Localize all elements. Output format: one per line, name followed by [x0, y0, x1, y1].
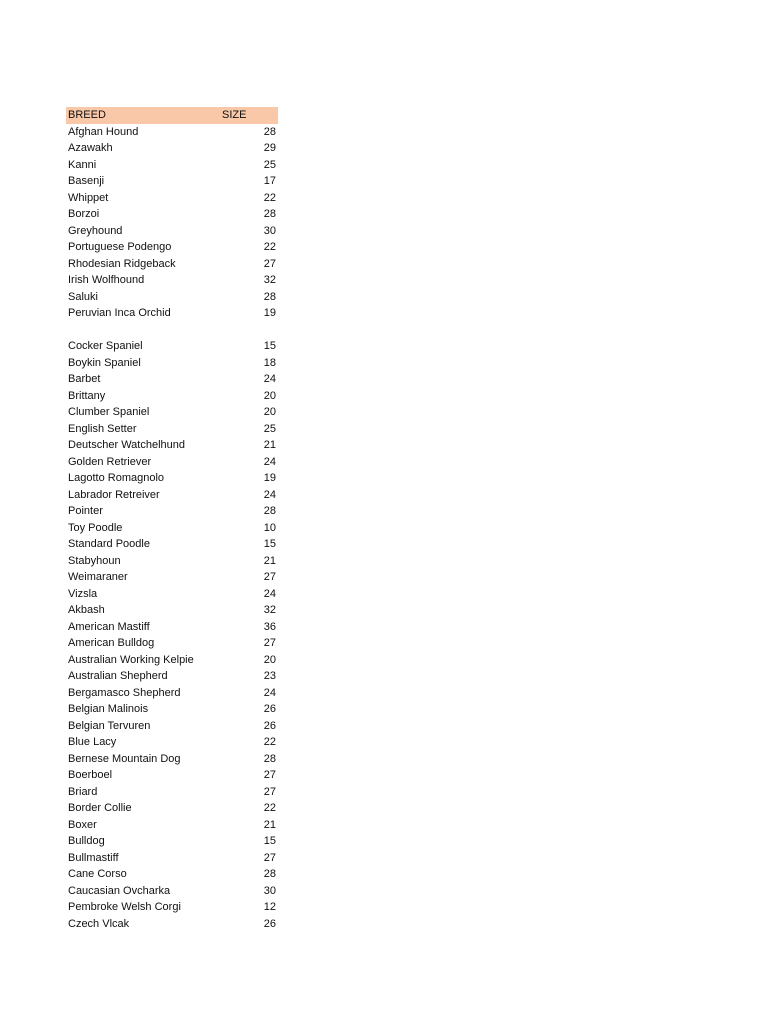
size-cell: 17: [263, 175, 276, 187]
size-cell: 28: [263, 125, 276, 138]
table-row: [66, 272, 278, 289]
table-row: [66, 223, 278, 240]
table-row: [66, 718, 278, 735]
table-row: [66, 454, 278, 471]
breed-cell: Akbash: [68, 604, 105, 616]
table-row: [66, 404, 278, 421]
size-cell: 28: [263, 505, 276, 517]
table-row: [66, 470, 278, 487]
table-row: [66, 883, 278, 900]
breed-cell: Portuguese Podengo: [68, 241, 172, 253]
breed-cell: Bullmastiff: [68, 851, 119, 864]
size-cell: 23: [263, 670, 276, 682]
blank-row: [66, 322, 278, 339]
size-cell: 24: [263, 455, 276, 468]
breed-size-table: [66, 107, 278, 932]
table-row: [66, 421, 278, 438]
table-row: [66, 289, 278, 306]
breed-cell: Border Collie: [68, 802, 132, 814]
breed-cell: Boxer: [68, 818, 97, 831]
table-row: [66, 190, 278, 207]
size-cell: 26: [263, 917, 276, 930]
breed-cell: Saluki: [68, 290, 98, 303]
size-cell: 29: [263, 142, 276, 154]
breed-cell: Vizsla: [68, 587, 98, 600]
breed-cell: Toy Poodle: [68, 521, 123, 534]
breed-cell: Azawakh: [68, 142, 113, 154]
table-row: [66, 140, 278, 157]
size-cell: 26: [263, 719, 276, 732]
breed-group-2: [66, 338, 278, 932]
breed-cell: Australian Working Kelpie: [68, 653, 194, 666]
breed-cell: American Mastiff: [68, 620, 150, 633]
breed-cell: Golden Retriever: [68, 455, 152, 468]
table-row: [66, 767, 278, 784]
table-row: [66, 388, 278, 405]
table-row: [66, 784, 278, 801]
table-row: [66, 437, 278, 454]
size-cell: 26: [263, 703, 276, 715]
size-cell: 21: [263, 554, 276, 567]
size-cell: 32: [263, 274, 276, 286]
breed-cell: Deutscher Watchelhund: [68, 439, 185, 451]
breed-cell: English Setter: [68, 422, 137, 435]
size-cell: 21: [263, 818, 276, 831]
size-cell: 30: [263, 884, 276, 897]
breed-cell: Caucasian Ovcharka: [68, 884, 171, 897]
size-cell: 22: [263, 191, 276, 204]
table-row: [66, 800, 278, 817]
table-row: [66, 338, 278, 355]
table-row: [66, 569, 278, 586]
size-cell: 20: [263, 389, 276, 402]
table-row: [66, 850, 278, 867]
size-cell: 36: [263, 620, 276, 633]
header-size: SIZE: [222, 109, 247, 121]
breed-cell: Lagotto Romagnolo: [68, 472, 165, 484]
size-cell: 19: [263, 472, 276, 484]
breed-cell: Basenji: [68, 175, 105, 187]
size-cell: 24: [263, 488, 276, 501]
table-row: [66, 685, 278, 702]
breed-cell: Brittany: [68, 389, 106, 402]
breed-cell: Labrador Retreiver: [68, 488, 160, 501]
table-row: [66, 899, 278, 916]
breed-cell: Pointer: [68, 505, 103, 517]
breed-cell: Irish Wolfhound: [68, 274, 145, 286]
breed-cell: Barbet: [68, 373, 101, 385]
breed-cell: Pembroke Welsh Corgi: [68, 901, 181, 913]
size-cell: 22: [263, 802, 276, 814]
breed-cell: Briard: [68, 785, 98, 798]
breed-cell: Belgian Malinois: [68, 703, 149, 715]
breed-cell: Whippet: [68, 191, 109, 204]
table-row: [66, 734, 278, 751]
size-cell: 10: [263, 521, 276, 534]
table-row: [66, 916, 278, 933]
table-row: [66, 487, 278, 504]
size-cell: 27: [263, 851, 276, 864]
size-cell: 25: [263, 158, 276, 171]
breed-cell: American Bulldog: [68, 637, 155, 649]
size-cell: 15: [263, 835, 276, 847]
table-row: [66, 652, 278, 669]
table-row: [66, 173, 278, 190]
table-row: [66, 536, 278, 553]
table-row: [66, 553, 278, 570]
breed-cell: Peruvian Inca Orchid: [68, 307, 171, 319]
breed-cell: Cane Corso: [68, 868, 127, 880]
table-row: [66, 305, 278, 322]
table-row: [66, 602, 278, 619]
breed-cell: Australian Shepherd: [68, 670, 168, 682]
size-cell: 27: [263, 571, 276, 583]
breed-cell: Borzoi: [68, 208, 100, 220]
breed-cell: Boykin Spaniel: [68, 356, 141, 369]
breed-cell: Afghan Hound: [68, 125, 139, 138]
breed-cell: Bernese Mountain Dog: [68, 752, 181, 765]
table-row: [66, 668, 278, 685]
size-cell: 27: [263, 257, 276, 270]
breed-group-1: [66, 124, 278, 322]
size-cell: 21: [263, 439, 276, 451]
size-cell: 12: [263, 901, 276, 913]
table-row: [66, 833, 278, 850]
size-cell: 30: [263, 224, 276, 237]
table-row: [66, 157, 278, 174]
size-cell: 27: [263, 769, 276, 781]
table-row: [66, 866, 278, 883]
table-row: [66, 371, 278, 388]
size-cell: 28: [263, 290, 276, 303]
size-cell: 24: [263, 686, 276, 699]
size-cell: 25: [263, 422, 276, 435]
size-cell: 24: [263, 587, 276, 600]
size-cell: 15: [263, 340, 276, 352]
table-row: [66, 701, 278, 718]
size-cell: 22: [263, 736, 276, 748]
table-row: [66, 206, 278, 223]
size-cell: 19: [263, 307, 276, 319]
breed-cell: Czech Vlcak: [68, 917, 130, 930]
size-cell: 32: [263, 604, 276, 616]
table-row: [66, 635, 278, 652]
breed-cell: Belgian Tervuren: [68, 719, 151, 732]
size-cell: 28: [263, 868, 276, 880]
size-cell: 22: [263, 241, 276, 253]
breed-cell: Weimaraner: [68, 571, 128, 583]
header-breed: BREED: [68, 109, 106, 121]
breed-cell: Kanni: [68, 158, 97, 171]
size-cell: 27: [263, 785, 276, 798]
size-cell: 27: [263, 637, 276, 649]
breed-cell: Boerboel: [68, 769, 113, 781]
size-cell: 28: [263, 208, 276, 220]
size-cell: 15: [263, 538, 276, 550]
breed-cell: Standard Poodle: [68, 538, 150, 550]
table-row: [66, 751, 278, 768]
breed-cell: Bergamasco Shepherd: [68, 686, 181, 699]
table-row: [66, 239, 278, 256]
table-row: [66, 817, 278, 834]
size-cell: 24: [263, 373, 276, 385]
table-row: [66, 520, 278, 537]
table-row: [66, 503, 278, 520]
size-cell: 18: [263, 356, 276, 369]
table-header-row: [66, 107, 278, 124]
table-row: [66, 619, 278, 636]
breed-cell: Bulldog: [68, 835, 105, 847]
breed-cell: Stabyhoun: [68, 554, 121, 567]
table-row: [66, 256, 278, 273]
breed-cell: Greyhound: [68, 224, 123, 237]
table-row: [66, 124, 278, 141]
breed-cell: Blue Lacy: [68, 736, 117, 748]
size-cell: 20: [263, 406, 276, 418]
table-row: [66, 586, 278, 603]
breed-cell: Cocker Spaniel: [68, 340, 143, 352]
breed-cell: Clumber Spaniel: [68, 406, 150, 418]
breed-cell: Rhodesian Ridgeback: [68, 257, 176, 270]
size-cell: 20: [263, 653, 276, 666]
size-cell: 28: [263, 752, 276, 765]
table-row: [66, 355, 278, 372]
